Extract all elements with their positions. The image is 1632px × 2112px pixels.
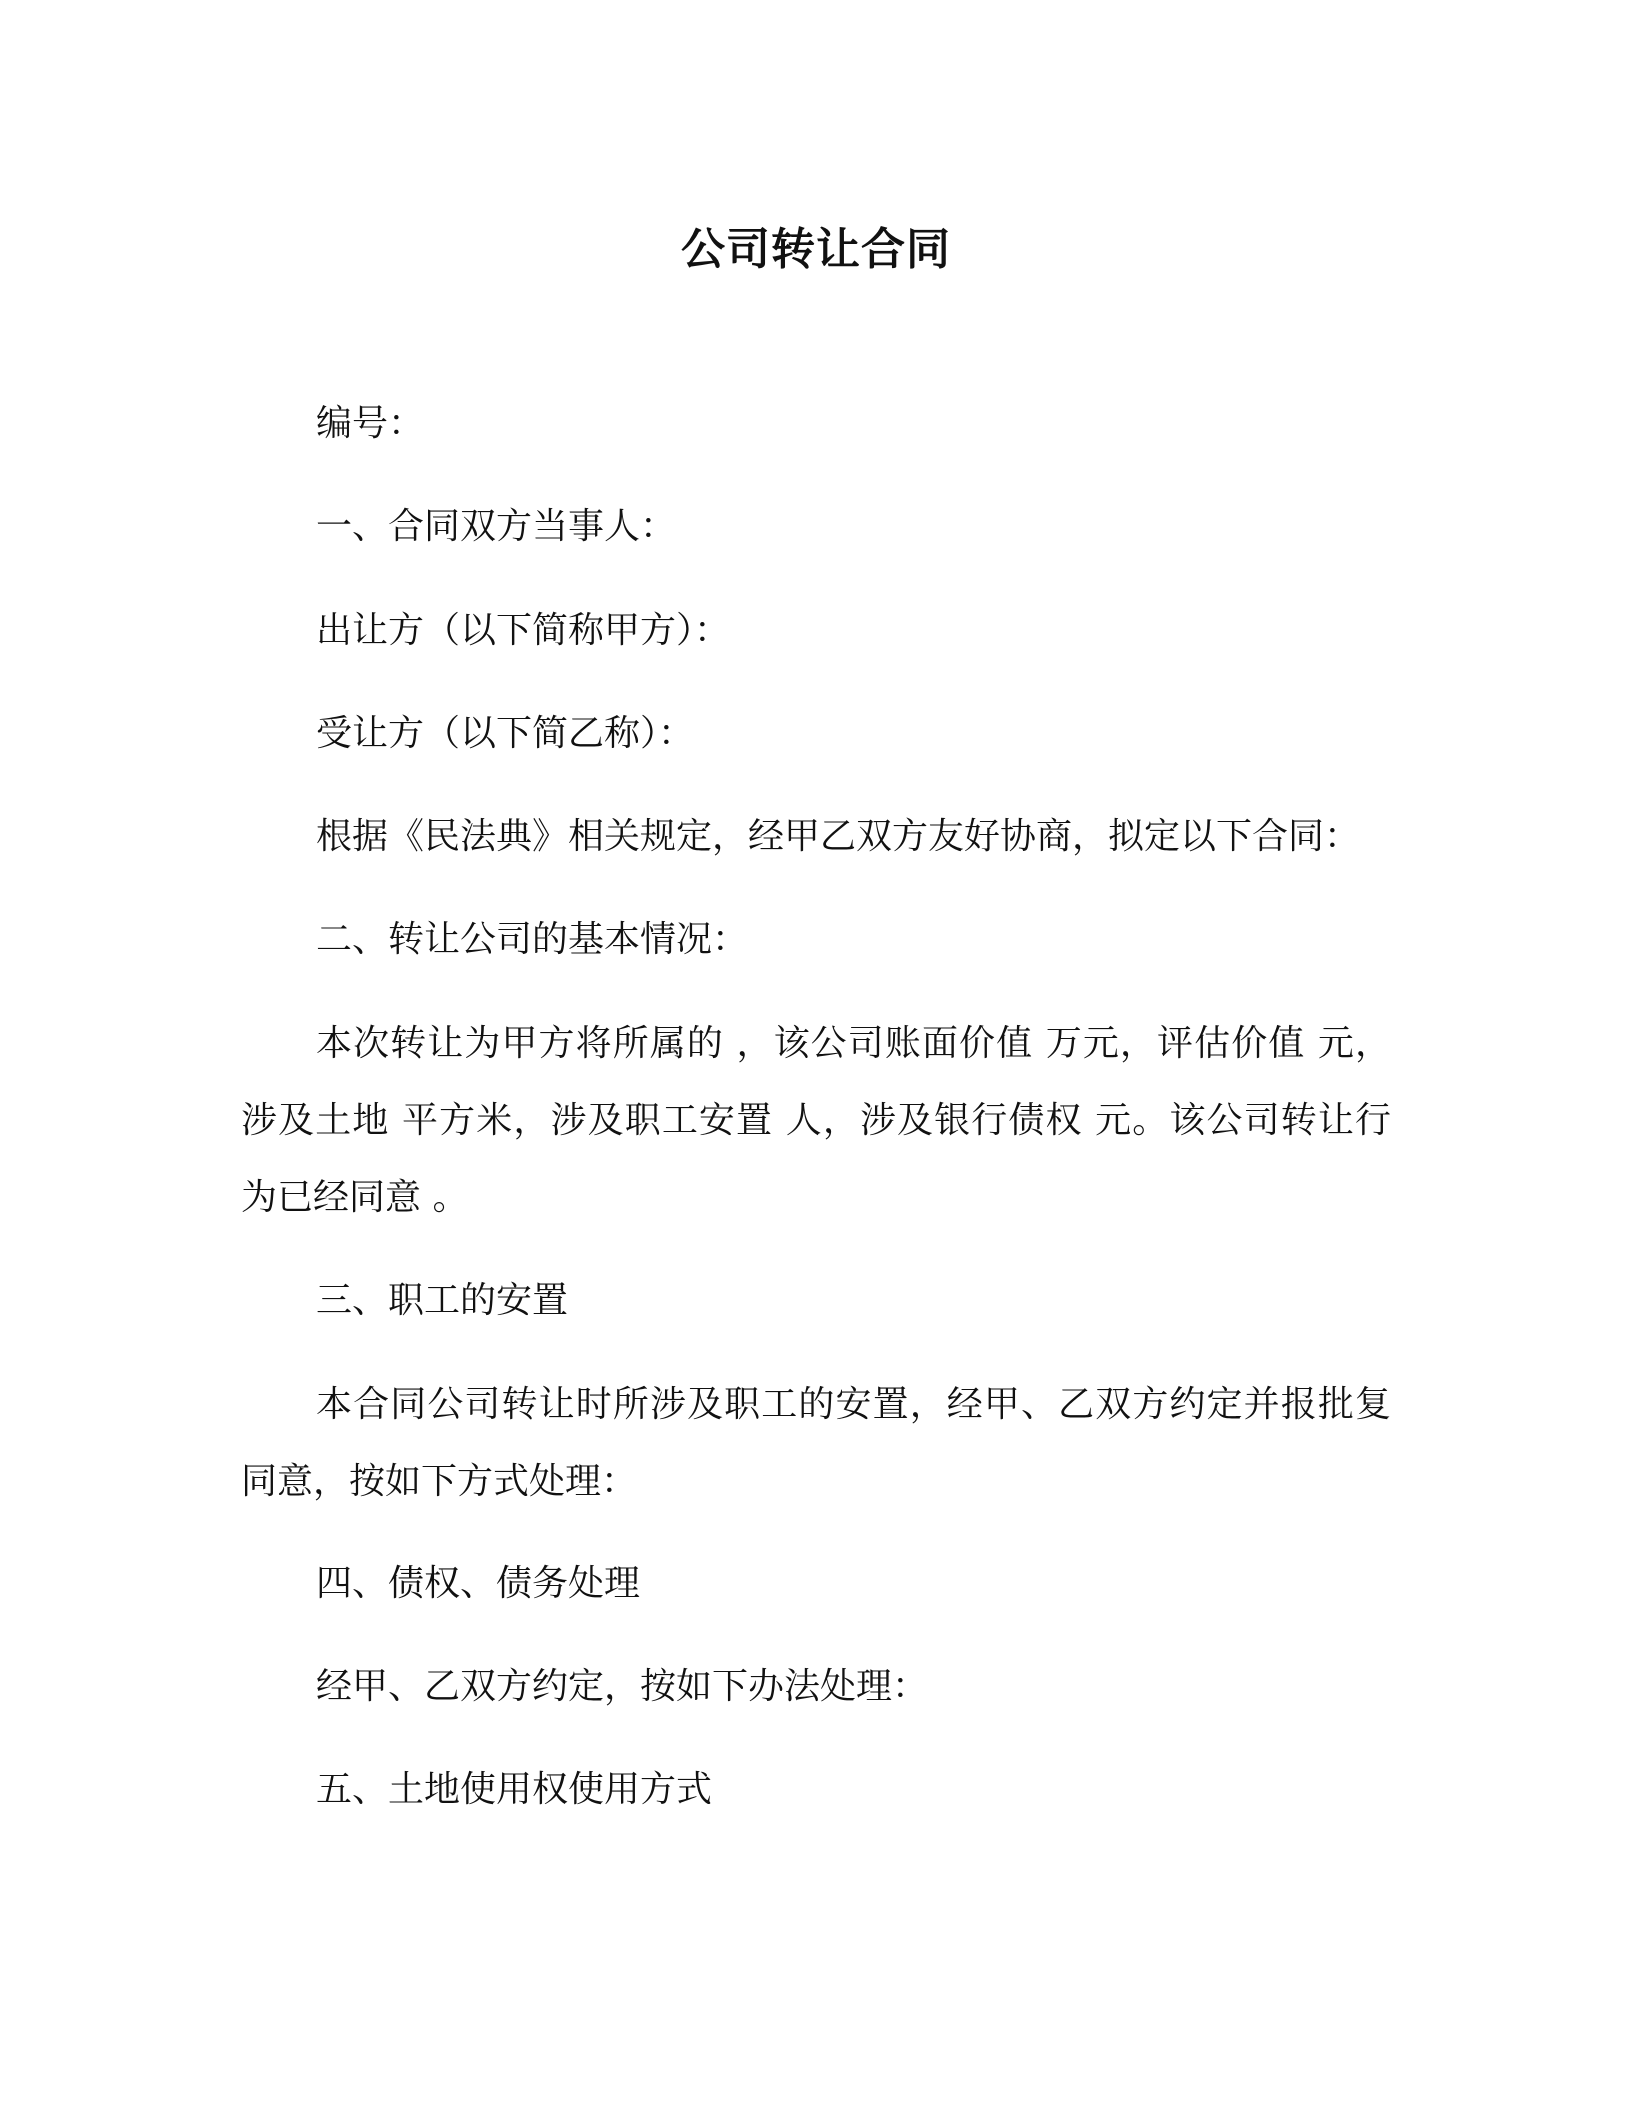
- section-3-body: 本合同公司转让时所涉及职工的安置，经甲、乙双方约定并报批复同意，按如下方式处理：: [241, 1384, 1391, 1502]
- section-2-body: 本次转让为甲方将所属的 ，该公司账面价值 万元，评估价值 元，涉及土地 平方米，涉及职工安置 人，涉及银行债权 元。该公司转让行为已经同意 。: [241, 1023, 1391, 1218]
- transferor-line: 出让方（以下简称甲方）：: [316, 610, 731, 651]
- transferee-line: 受让方（以下简乙称）：: [316, 713, 695, 754]
- legal-basis-line: 根据《民法典》相关规定，经甲乙双方友好协商，拟定以下合同：: [316, 816, 1361, 857]
- section-4-heading: 四、债权、债务处理: [316, 1563, 641, 1604]
- section-1-heading: 一、合同双方当事人：: [316, 506, 677, 547]
- section-5-heading: 五、土地使用权使用方式: [316, 1769, 713, 1810]
- document-title: 公司转让合同: [681, 224, 951, 275]
- section-3-heading: 三、职工的安置: [316, 1280, 569, 1321]
- section-2-heading: 二、转让公司的基本情况：: [316, 919, 749, 960]
- section-4-body: 经甲、乙双方约定，按如下办法处理：: [316, 1666, 929, 1707]
- contract-number-label: 编号：: [316, 403, 425, 444]
